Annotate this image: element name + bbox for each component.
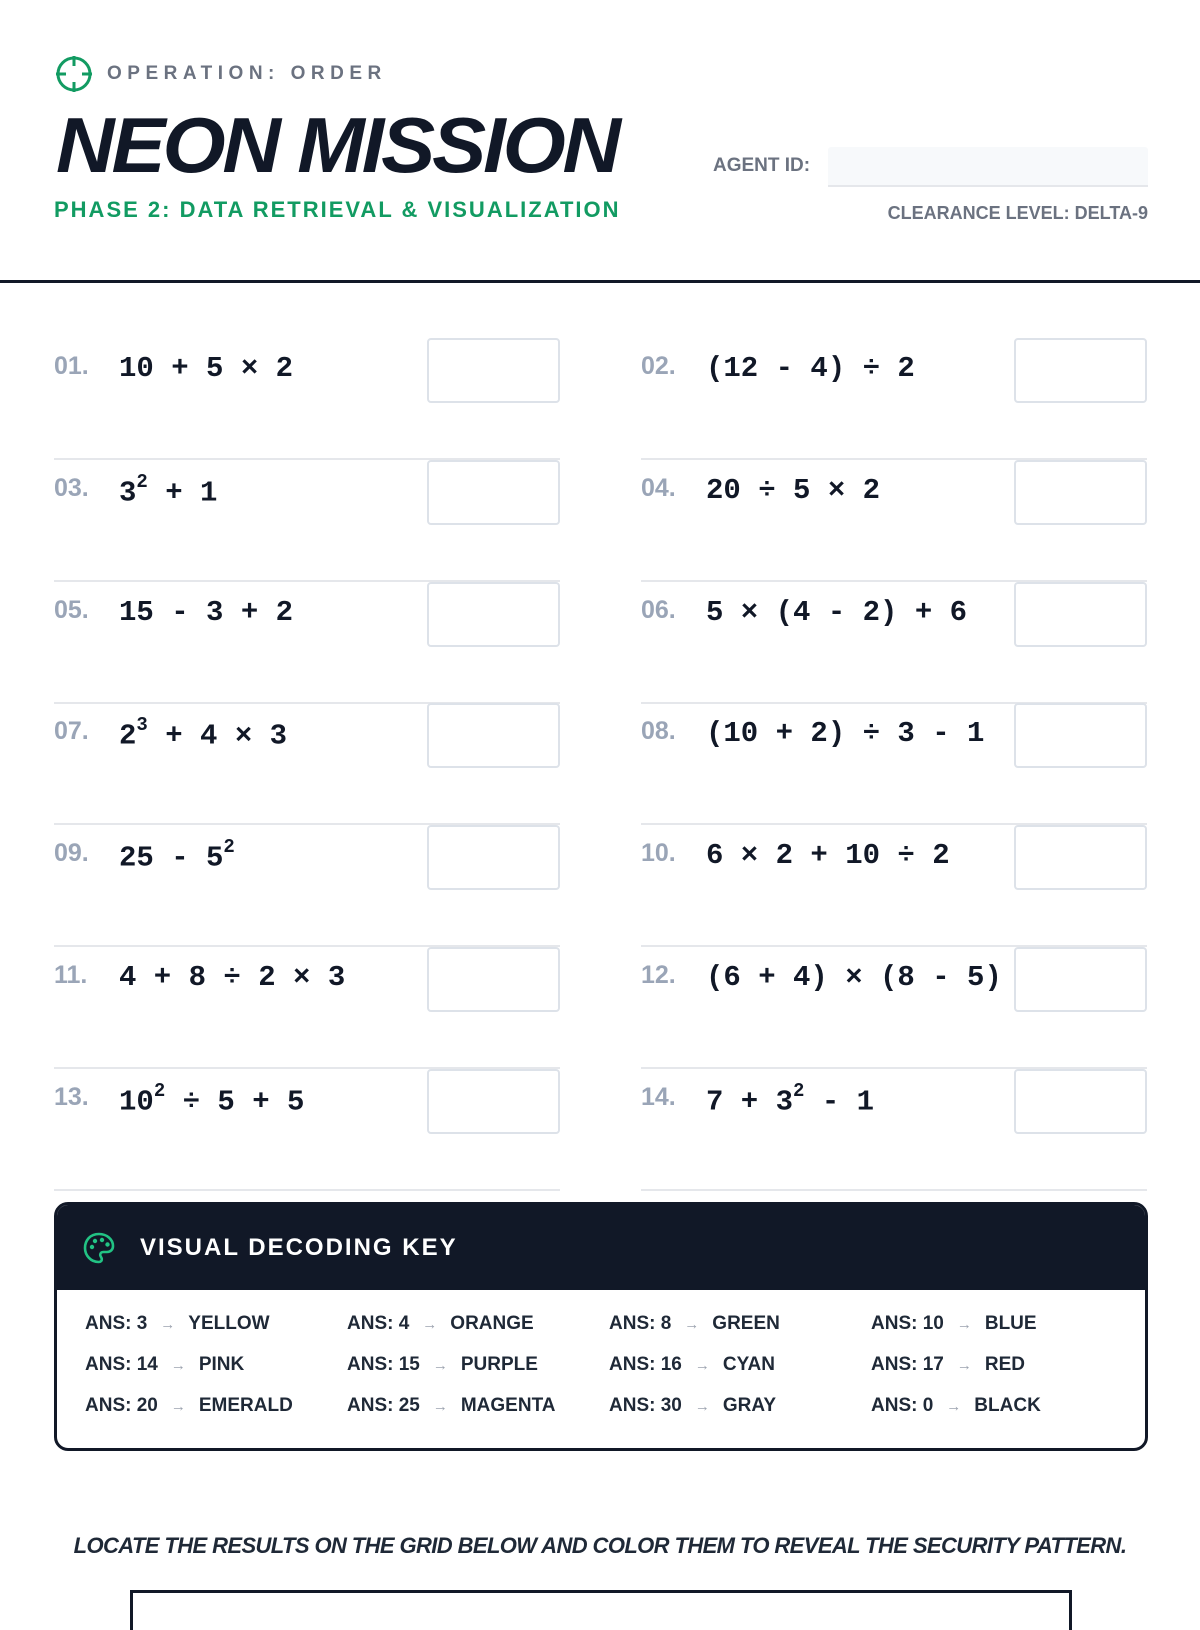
problem-row	[641, 582, 1147, 704]
key-color: BLUE	[984, 1313, 1037, 1334]
arrow-right-icon: →	[694, 1357, 710, 1374]
arrow-right-icon: →	[432, 1357, 448, 1374]
crosshair-icon	[55, 55, 93, 93]
eyebrow-text: OPERATION: ORDER	[107, 63, 387, 84]
arrow-right-icon: →	[694, 1398, 710, 1415]
key-entry	[347, 1395, 609, 1418]
problem-row	[54, 338, 560, 460]
page-subtitle: PHASE 2: DATA RETRIEVAL & VISUALIZATION	[54, 197, 621, 222]
arrow-right-icon: →	[684, 1316, 700, 1333]
arrow-right-icon: →	[956, 1357, 972, 1374]
problem-number: 09.	[54, 839, 89, 868]
expression-rest: + 1	[147, 476, 218, 510]
expression-rest: - 1	[804, 1085, 875, 1119]
expression-base: (10 + 2) ÷ 3 - 1	[706, 717, 985, 751]
problem-row	[54, 947, 560, 1069]
arrow-right-icon: →	[160, 1316, 176, 1333]
arrow-right-icon: →	[170, 1398, 186, 1415]
expression-base: (6 + 4) × (8 - 5)	[706, 961, 1002, 994]
problem-expression	[706, 596, 967, 629]
answer-box[interactable]	[427, 460, 560, 525]
problem-row	[641, 703, 1147, 825]
key-answer: ANS: 30	[609, 1395, 682, 1416]
key-entry	[85, 1313, 347, 1336]
expression-base: 25 - 5	[119, 841, 224, 875]
problem-number: 13.	[54, 1082, 89, 1111]
expression-base: 4 + 8 ÷ 2 × 3	[119, 961, 346, 994]
expression-exponent: 2	[793, 1079, 805, 1102]
problem-row	[54, 825, 560, 947]
arrow-right-icon: →	[432, 1398, 448, 1415]
problem-expression	[119, 596, 293, 629]
answer-box[interactable]	[1014, 460, 1147, 525]
decoding-key-title: VISUAL DECODING KEY	[140, 1233, 458, 1261]
expression-rest: + 4 × 3	[147, 720, 288, 754]
key-answer: ANS: 8	[609, 1313, 672, 1334]
expression-base: 2	[119, 720, 137, 754]
problem-number: 04.	[641, 473, 676, 502]
problem-row	[641, 947, 1147, 1069]
problem-row	[641, 1069, 1147, 1191]
expression-base: 3	[119, 476, 137, 510]
problem-expression	[706, 1079, 875, 1119]
key-color: EMERALD	[198, 1395, 293, 1416]
expression-base: 7 + 3	[706, 1085, 794, 1119]
key-entry	[871, 1395, 1125, 1418]
problem-expression	[706, 352, 915, 385]
problem-row	[641, 460, 1147, 582]
key-answer: ANS: 4	[347, 1313, 410, 1334]
answer-box[interactable]	[427, 825, 560, 890]
problem-number: 02.	[641, 352, 676, 380]
key-answer: ANS: 3	[85, 1313, 148, 1334]
problem-expression	[706, 474, 880, 507]
key-color: MAGENTA	[460, 1395, 556, 1416]
problem-expression	[706, 961, 1002, 994]
problem-row	[54, 703, 560, 825]
problem-row	[641, 825, 1147, 947]
answer-box[interactable]	[427, 582, 560, 647]
problem-expression	[706, 717, 984, 750]
key-answer: ANS: 17	[871, 1354, 944, 1375]
expression-base: 10	[119, 1085, 154, 1119]
problem-row	[54, 460, 560, 582]
agent-id-label: AGENT ID:	[713, 155, 811, 176]
key-color: BLACK	[974, 1395, 1041, 1416]
decoding-key	[54, 1202, 1148, 1451]
key-answer: ANS: 10	[871, 1313, 944, 1334]
problem-row	[54, 1069, 560, 1191]
expression-exponent: 2	[153, 1079, 166, 1102]
palette-icon	[82, 1231, 116, 1265]
expression-base: 10 + 5 × 2	[119, 352, 294, 385]
answer-box[interactable]	[427, 703, 560, 768]
problem-row	[641, 338, 1147, 460]
problem-number: 01.	[54, 352, 89, 380]
arrow-right-icon: →	[956, 1316, 972, 1333]
problem-expression	[119, 836, 235, 875]
answer-box[interactable]	[427, 947, 560, 1012]
key-entry	[347, 1354, 609, 1377]
key-answer: ANS: 20	[85, 1395, 158, 1416]
expression-exponent: 3	[136, 714, 148, 737]
answer-box[interactable]	[1014, 703, 1147, 768]
problem-row	[54, 582, 560, 704]
problem-number: 14.	[641, 1082, 676, 1111]
answer-box[interactable]	[1014, 338, 1147, 403]
decoding-key-header	[57, 1205, 1145, 1290]
eyebrow	[55, 55, 387, 93]
coloring-grid[interactable]	[130, 1590, 1072, 1630]
answer-box[interactable]	[1014, 825, 1147, 890]
key-color: GREEN	[712, 1313, 780, 1334]
expression-exponent: 2	[136, 470, 148, 493]
problem-expression	[119, 470, 218, 510]
key-color: RED	[984, 1354, 1025, 1375]
problem-number: 07.	[54, 717, 89, 746]
problem-number: 10.	[641, 839, 676, 868]
key-entry	[609, 1313, 871, 1336]
expression-base: 6 × 2 + 10 ÷ 2	[706, 839, 950, 873]
key-answer: ANS: 14	[85, 1354, 158, 1375]
problem-number: 11.	[54, 961, 88, 989]
decoding-key-grid	[85, 1313, 1125, 1418]
problem-expression	[119, 961, 345, 994]
key-color: PURPLE	[460, 1354, 538, 1375]
answer-box[interactable]	[1014, 582, 1147, 647]
problem-expression	[119, 352, 293, 385]
key-color: ORANGE	[450, 1313, 534, 1334]
problem-expression	[706, 839, 950, 872]
expression-base: 5 × (4 - 2) + 6	[706, 595, 968, 629]
key-entry	[85, 1395, 347, 1418]
key-entry	[347, 1313, 609, 1336]
expression-rest: ÷ 5 + 5	[165, 1085, 305, 1119]
key-color: GRAY	[722, 1395, 777, 1416]
arrow-right-icon: →	[170, 1357, 186, 1374]
key-color: PINK	[198, 1354, 245, 1375]
answer-box[interactable]	[1014, 947, 1147, 1012]
answer-box[interactable]	[427, 1069, 560, 1134]
clearance-level: CLEARANCE LEVEL: DELTA-9	[887, 203, 1148, 223]
problem-number: 12.	[641, 961, 676, 989]
key-entry	[85, 1354, 347, 1377]
problem-number: 08.	[641, 717, 676, 746]
problem-number: 03.	[54, 473, 89, 502]
expression-exponent: 2	[223, 836, 235, 859]
instruction-text: LOCATE THE RESULTS ON THE GRID BELOW AND COLOR THEM TO REVEAL THE SECURITY PATTERN.	[73, 1533, 1127, 1558]
key-entry	[609, 1395, 871, 1418]
expression-base: 20 ÷ 5 × 2	[706, 473, 881, 507]
problem-number: 05.	[54, 595, 89, 624]
key-answer: ANS: 16	[609, 1354, 682, 1375]
key-color: CYAN	[722, 1354, 775, 1375]
worksheet-header	[0, 0, 1200, 283]
expression-base: (12 - 4) ÷ 2	[706, 352, 915, 385]
problem-expression	[119, 1079, 305, 1119]
key-entry	[871, 1313, 1125, 1336]
page-title: NEON MISSION	[56, 101, 619, 189]
key-answer: ANS: 0	[871, 1395, 934, 1416]
key-entry	[871, 1354, 1125, 1377]
key-answer: ANS: 15	[347, 1354, 420, 1375]
expression-base: 15 - 3 + 2	[119, 595, 294, 629]
problem-number: 06.	[641, 595, 676, 624]
key-answer: ANS: 25	[347, 1395, 420, 1416]
key-color: YELLOW	[188, 1313, 270, 1334]
key-entry	[609, 1354, 871, 1377]
arrow-right-icon: →	[422, 1316, 438, 1333]
agent-id-field[interactable]	[828, 147, 1148, 187]
answer-box[interactable]	[1014, 1069, 1147, 1134]
problem-expression	[119, 714, 288, 754]
arrow-right-icon: →	[946, 1398, 962, 1415]
answer-box[interactable]	[427, 338, 560, 403]
